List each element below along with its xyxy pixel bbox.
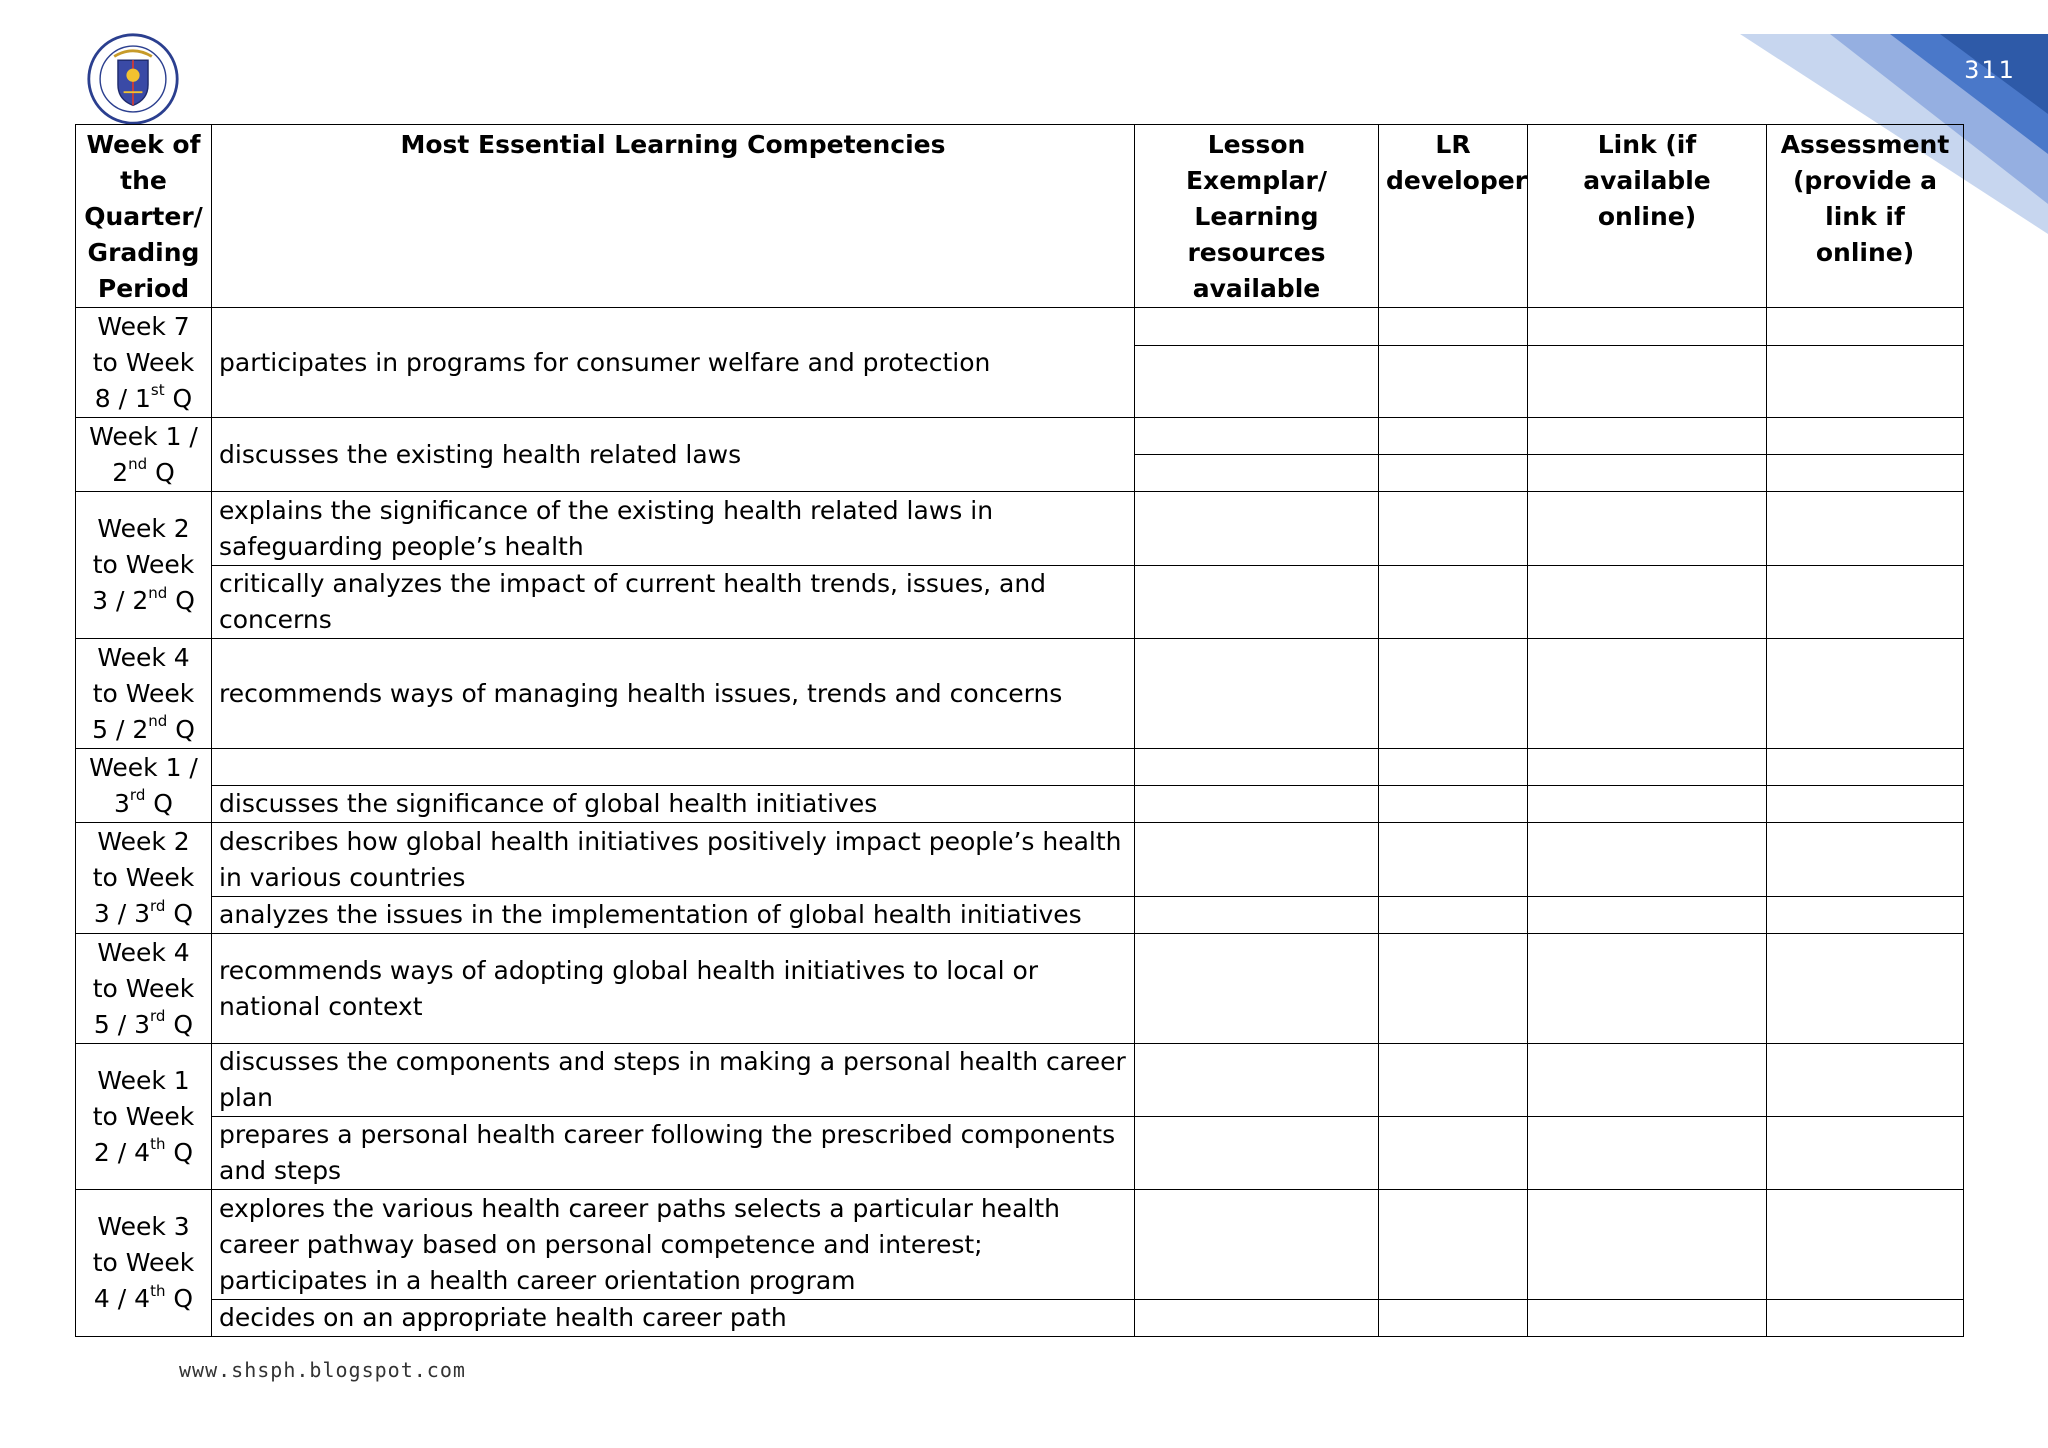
table-row — [76, 1190, 1964, 1300]
table-row — [76, 786, 1964, 823]
link-cell — [1528, 566, 1767, 639]
ordinal-suffix: nd — [148, 583, 168, 602]
lr-developer-cell — [1379, 346, 1528, 418]
lesson-exemplar-cell — [1135, 455, 1379, 492]
header-link: Link (if available online) — [1528, 125, 1767, 308]
lr-developer-cell — [1379, 934, 1528, 1044]
lr-developer-cell — [1379, 639, 1528, 749]
link-cell — [1528, 492, 1767, 566]
link-cell — [1528, 418, 1767, 455]
lr-developer-cell — [1379, 308, 1528, 346]
competency-cell: explores the various health career paths selects a particular health career pathway based on personal competence and interest; participates in a health career orientation program — [212, 1190, 1135, 1300]
link-cell — [1528, 346, 1767, 418]
assessment-cell — [1767, 346, 1964, 418]
competency-cell — [212, 749, 1135, 786]
lr-developer-cell — [1379, 1300, 1528, 1337]
table-row — [76, 566, 1964, 639]
lesson-exemplar-cell — [1135, 308, 1379, 346]
competency-cell: participates in programs for consumer welfare and protection — [212, 308, 1135, 418]
lesson-exemplar-cell — [1135, 934, 1379, 1044]
link-cell — [1528, 455, 1767, 492]
lr-developer-cell — [1379, 897, 1528, 934]
week-cell — [76, 492, 212, 639]
lesson-exemplar-cell — [1135, 1117, 1379, 1190]
lr-developer-cell — [1379, 566, 1528, 639]
lesson-exemplar-cell — [1135, 492, 1379, 566]
lesson-exemplar-cell — [1135, 786, 1379, 823]
week-label: Week 2 to Week 3 / 2 — [92, 514, 195, 615]
lesson-exemplar-cell — [1135, 418, 1379, 455]
quarter-suffix: Q — [145, 788, 173, 818]
table-row — [76, 897, 1964, 934]
assessment-cell — [1767, 455, 1964, 492]
week-cell — [76, 418, 212, 492]
assessment-cell — [1767, 934, 1964, 1044]
competency-cell: discusses the significance of global health initiatives — [212, 786, 1135, 823]
table-row — [76, 1044, 1964, 1117]
lr-developer-cell — [1379, 786, 1528, 823]
lesson-exemplar-cell — [1135, 749, 1379, 786]
header-competencies: Most Essential Learning Competencies — [212, 125, 1135, 308]
link-cell — [1528, 1044, 1767, 1117]
competency-cell: discusses the existing health related laws — [212, 418, 1135, 492]
week-cell — [76, 1190, 212, 1337]
lesson-exemplar-cell — [1135, 1190, 1379, 1300]
table-row — [76, 749, 1964, 786]
week-cell — [76, 1044, 212, 1190]
ordinal-suffix: st — [150, 381, 165, 400]
lesson-exemplar-cell — [1135, 1300, 1379, 1337]
header-lesson-exemplar: Lesson Exemplar/ Learning resources available — [1135, 125, 1379, 308]
week-label: Week 1 to Week 2 / 4 — [92, 1065, 195, 1167]
assessment-cell — [1767, 492, 1964, 566]
lr-developer-cell — [1379, 418, 1528, 455]
lesson-exemplar-cell — [1135, 823, 1379, 897]
ordinal-suffix: rd — [129, 786, 146, 805]
assessment-cell — [1767, 1300, 1964, 1337]
week-label: Week 4 to Week 5 / 3 — [92, 937, 195, 1039]
lr-developer-cell — [1379, 1117, 1528, 1190]
link-cell — [1528, 823, 1767, 897]
competency-cell: recommends ways of managing health issues, trends and concerns — [212, 639, 1135, 749]
header-week: Week of the Quarter/ Grading Period — [76, 125, 212, 308]
assessment-cell — [1767, 749, 1964, 786]
lr-developer-cell — [1379, 1190, 1528, 1300]
lr-developer-cell — [1379, 492, 1528, 566]
competency-cell: explains the significance of the existing health related laws in safeguarding people’s health — [212, 492, 1135, 566]
assessment-cell — [1767, 418, 1964, 455]
week-cell — [76, 749, 212, 823]
quarter-suffix: Q — [165, 1284, 194, 1313]
week-label: Week 3 to Week 4 / 4 — [92, 1212, 195, 1313]
competency-cell: analyzes the issues in the implementation of global health initiatives — [212, 897, 1135, 934]
assessment-cell — [1767, 823, 1964, 897]
link-cell — [1528, 639, 1767, 749]
mel-table — [75, 124, 1964, 1337]
link-cell — [1528, 1190, 1767, 1300]
link-cell — [1528, 749, 1767, 786]
mel-table-body — [76, 308, 1964, 1337]
lr-developer-cell — [1379, 455, 1528, 492]
header-row — [76, 125, 1964, 308]
table-row — [76, 1300, 1964, 1337]
week-cell — [76, 934, 212, 1044]
week-cell — [76, 823, 212, 934]
ordinal-suffix: nd — [128, 455, 148, 474]
quarter-suffix: Q — [147, 457, 175, 487]
assessment-cell — [1767, 639, 1964, 749]
lr-developer-cell — [1379, 1044, 1528, 1117]
lesson-exemplar-cell — [1135, 566, 1379, 639]
assessment-cell — [1767, 1190, 1964, 1300]
quarter-suffix: Q — [165, 1009, 194, 1039]
assessment-cell — [1767, 1117, 1964, 1190]
deped-seal-logo — [86, 32, 180, 126]
header-assessment: Assessment (provide a link if online) — [1767, 125, 1964, 308]
lesson-exemplar-cell — [1135, 1044, 1379, 1117]
page-number: 311 — [1964, 56, 2016, 84]
ordinal-suffix: nd — [148, 712, 168, 731]
ordinal-suffix: th — [150, 1281, 166, 1300]
competency-cell: discusses the components and steps in making a personal health career plan — [212, 1044, 1135, 1117]
competency-cell: describes how global health initiatives positively impact people’s health in various countries — [212, 823, 1135, 897]
competency-cell: prepares a personal health career following the prescribed components and steps — [212, 1117, 1135, 1190]
lr-developer-cell — [1379, 749, 1528, 786]
link-cell — [1528, 1117, 1767, 1190]
ordinal-suffix: rd — [150, 896, 166, 915]
lesson-exemplar-cell — [1135, 639, 1379, 749]
table-row — [76, 418, 1964, 455]
competency-cell: decides on an appropriate health career path — [212, 1300, 1135, 1337]
table-row — [76, 492, 1964, 566]
week-cell — [76, 308, 212, 418]
link-cell — [1528, 897, 1767, 934]
week-label: Week 2 to Week 3 / 3 — [92, 827, 195, 928]
competency-cell: recommends ways of adopting global health initiatives to local or national context — [212, 934, 1135, 1044]
table-row — [76, 308, 1964, 346]
competency-cell: critically analyzes the impact of current health trends, issues, and concerns — [212, 566, 1135, 639]
assessment-cell — [1767, 897, 1964, 934]
assessment-cell — [1767, 308, 1964, 346]
week-label: Week 7 to Week 8 / 1 — [92, 311, 195, 413]
link-cell — [1528, 1300, 1767, 1337]
week-label: Week 1 / 2 — [89, 421, 198, 487]
week-cell — [76, 639, 212, 749]
ordinal-suffix: th — [150, 1135, 166, 1154]
footer-url: www.shsph.blogspot.com — [179, 1358, 466, 1382]
header-lr-developer: LR developer — [1379, 125, 1528, 308]
assessment-cell — [1767, 786, 1964, 823]
week-label: Week 4 to Week 5 / 2 — [92, 642, 195, 744]
table-row — [76, 934, 1964, 1044]
ordinal-suffix: rd — [150, 1007, 166, 1026]
link-cell — [1528, 308, 1767, 346]
quarter-suffix: Q — [164, 383, 193, 413]
lr-developer-cell — [1379, 823, 1528, 897]
link-cell — [1528, 786, 1767, 823]
quarter-suffix: Q — [165, 1137, 194, 1167]
table-row — [76, 823, 1964, 897]
week-label: Week 1 / 3 — [89, 752, 198, 818]
link-cell — [1528, 934, 1767, 1044]
lesson-exemplar-cell — [1135, 897, 1379, 934]
lesson-exemplar-cell — [1135, 346, 1379, 418]
quarter-suffix: Q — [167, 586, 195, 615]
table-row — [76, 1117, 1964, 1190]
assessment-cell — [1767, 1044, 1964, 1117]
quarter-suffix: Q — [167, 714, 195, 744]
assessment-cell — [1767, 566, 1964, 639]
table-row — [76, 639, 1964, 749]
quarter-suffix: Q — [165, 899, 194, 928]
